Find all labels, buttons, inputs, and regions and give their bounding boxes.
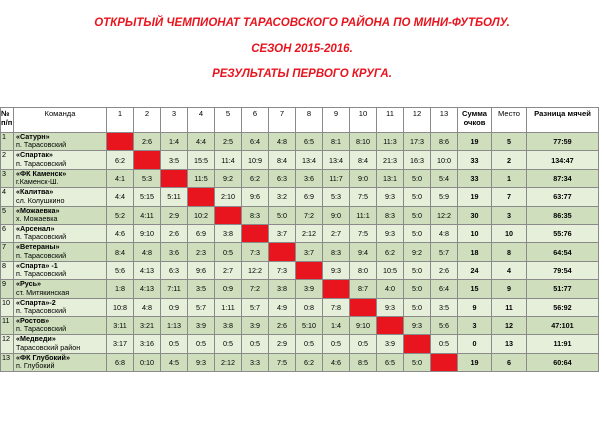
score-cell: 5:10 [296,316,323,334]
score-cell: 11:1 [350,206,377,224]
score-cell: 2:7 [215,261,242,279]
place-cell: 5 [492,133,527,151]
score-cell: 3:6 [161,243,188,261]
diagonal-cell [215,206,242,224]
team-name: «Русь» [16,279,42,289]
row-number: 13 [1,353,14,371]
header-col-7: 7 [269,108,296,133]
score-cell: 5:0 [404,353,431,371]
score-cell: 2:5 [215,133,242,151]
score-cell: 10:8 [107,298,134,316]
score-cell: 8:3 [323,243,350,261]
score-cell: 7:11 [161,280,188,298]
team-cell [14,353,107,371]
team-cell [14,133,107,151]
score-cell: 7:3 [269,261,296,279]
score-cell: 0:5 [188,335,215,353]
score-cell: 0:8 [296,298,323,316]
row-number: 12 [1,335,14,353]
score-cell: 6:5 [296,133,323,151]
score-cell: 11:4 [215,151,242,169]
score-cell: 10:0 [431,151,458,169]
score-cell: 1:8 [107,280,134,298]
score-cell: 3:5 [431,298,458,316]
score-cell: 9:4 [350,243,377,261]
diagonal-cell [188,188,215,206]
goal-diff-cell: 64:54 [527,243,599,261]
place-cell: 11 [492,298,527,316]
row-number: 2 [1,151,14,169]
score-cell: 7:2 [296,206,323,224]
score-cell: 2:7 [323,224,350,242]
row-number: 1 [1,133,14,151]
score-cell: 0:10 [134,353,161,371]
diagonal-cell [404,335,431,353]
score-cell: 17:3 [404,133,431,151]
score-cell: 9:3 [188,353,215,371]
points-cell: 24 [458,261,492,279]
score-cell: 5:7 [188,298,215,316]
score-cell: 8:4 [350,151,377,169]
team-city: п. Тарасовский [16,140,67,150]
table-row [1,206,599,224]
diagonal-cell [242,224,269,242]
header-diff: Разница мячей [527,108,599,133]
goal-diff-cell: 77:59 [527,133,599,151]
score-cell: 5:0 [404,298,431,316]
points-cell: 10 [458,224,492,242]
table-row [1,188,599,206]
team-cell [14,261,107,279]
score-cell: 2:10 [215,188,242,206]
title-season: СЕЗОН 2015-2016. [251,43,353,55]
score-cell: 0:5 [323,335,350,353]
header-row [1,108,599,133]
score-cell: 1:11 [215,298,242,316]
score-cell: 4:13 [134,280,161,298]
score-cell: 7:2 [242,280,269,298]
table-row [1,151,599,169]
score-cell: 4:4 [107,188,134,206]
row-number: 3 [1,169,14,187]
score-cell: 9:6 [188,261,215,279]
score-cell: 7:8 [323,298,350,316]
score-cell: 3:8 [269,280,296,298]
header-col-8: 8 [296,108,323,133]
header-col-4: 4 [188,108,215,133]
team-name: «ФК Глубокий» [16,353,70,362]
score-cell: 7:5 [269,353,296,371]
row-number: 7 [1,243,14,261]
score-cell: 6:8 [107,353,134,371]
score-cell: 2:6 [134,133,161,151]
score-cell: 15:5 [188,151,215,169]
header-col-9: 9 [323,108,350,133]
score-cell: 0:5 [215,243,242,261]
score-cell: 3:9 [377,335,404,353]
table-row [1,316,599,334]
score-cell: 4:4 [188,133,215,151]
score-cell: 9:10 [134,224,161,242]
place-cell: 2 [492,151,527,169]
team-city: сл. Колушкино [16,195,65,205]
score-cell: 11:7 [323,169,350,187]
score-cell: 2:12 [296,224,323,242]
score-cell: 11:5 [188,169,215,187]
header-place: Место [492,108,527,133]
score-cell: 6:9 [188,224,215,242]
row-number: 11 [1,316,14,334]
place-cell: 4 [492,261,527,279]
table-row [1,243,599,261]
score-cell: 8:6 [431,133,458,151]
score-cell: 13:1 [377,169,404,187]
header-num: № п/п [1,108,14,133]
score-cell: 9:10 [350,316,377,334]
score-cell: 0:9 [215,280,242,298]
team-cell [14,224,107,242]
team-name: «Арсенал» [16,224,55,233]
score-cell: 4:13 [134,261,161,279]
score-cell: 0:9 [161,298,188,316]
score-cell: 8:4 [107,243,134,261]
score-cell: 6:2 [377,243,404,261]
table-row [1,169,599,187]
score-cell: 10:2 [188,206,215,224]
score-cell: 2:9 [269,335,296,353]
goal-diff-cell: 56:92 [527,298,599,316]
score-cell: 3:7 [296,243,323,261]
table-row [1,133,599,151]
score-cell: 10:9 [242,151,269,169]
team-city: п. Тарасовский [16,269,67,279]
score-cell: 4:9 [269,298,296,316]
team-city: п. Тарасовский [16,158,67,168]
team-name: «Медведи» [16,334,56,344]
score-cell: 9:3 [377,224,404,242]
score-cell: 4:8 [134,243,161,261]
team-cell [14,335,107,353]
score-cell: 3:21 [134,316,161,334]
score-cell: 0:5 [161,335,188,353]
score-cell: 7:3 [242,243,269,261]
team-city: п. Тарасовский [16,324,67,334]
table-row [1,335,599,353]
score-cell: 8:5 [350,353,377,371]
score-cell: 3:16 [134,335,161,353]
team-cell [14,280,107,298]
table-row [1,261,599,279]
score-cell: 3:8 [215,316,242,334]
row-number: 6 [1,224,14,242]
score-cell: 21:3 [377,151,404,169]
place-cell: 13 [492,335,527,353]
score-cell: 9:3 [377,188,404,206]
score-cell: 4:6 [323,353,350,371]
score-cell: 3:9 [296,280,323,298]
goal-diff-cell: 79:54 [527,261,599,279]
team-name: «Сатурн» [16,132,50,141]
score-cell: 2:6 [269,316,296,334]
diagonal-cell [296,261,323,279]
score-cell: 5:3 [323,188,350,206]
table-row [1,280,599,298]
header-col-10: 10 [350,108,377,133]
score-cell: 12:2 [242,261,269,279]
score-cell: 4:11 [134,206,161,224]
score-cell: 6:2 [296,353,323,371]
diagonal-cell [377,316,404,334]
score-cell: 6:2 [107,151,134,169]
score-cell: 3:8 [215,224,242,242]
score-cell: 2:9 [161,206,188,224]
diagonal-cell [107,133,134,151]
team-cell [14,151,107,169]
header-team: Команда [14,108,107,133]
team-cell [14,298,107,316]
score-cell: 3:5 [188,280,215,298]
header-col-13: 13 [431,108,458,133]
title-championship: ОТКРЫТЫЙ ЧЕМПИОНАТ ТАРАСОВСКОГО РАЙОНА ПО МИНИ-ФУТБОЛУ. [94,17,510,29]
score-cell: 1:4 [323,316,350,334]
points-cell: 33 [458,151,492,169]
diagonal-cell [134,151,161,169]
team-name: «Калитва» [16,187,54,197]
table-row [1,353,599,371]
header-points: Сумма очков [458,108,492,133]
place-cell: 3 [492,206,527,224]
score-cell: 16:3 [404,151,431,169]
team-cell [14,169,107,187]
score-cell: 3:5 [161,151,188,169]
score-cell: 5:2 [107,206,134,224]
goal-diff-cell: 60:64 [527,353,599,371]
score-cell: 9:3 [323,261,350,279]
score-cell: 9:0 [323,206,350,224]
score-cell: 5:0 [404,261,431,279]
results-body [1,133,599,372]
score-cell: 2:6 [161,224,188,242]
score-cell: 8:3 [377,206,404,224]
goal-diff-cell: 87:34 [527,169,599,187]
place-cell: 7 [492,188,527,206]
score-cell: 3:9 [242,316,269,334]
score-cell: 3:17 [107,335,134,353]
score-cell: 3:9 [188,316,215,334]
score-cell: 0:5 [242,335,269,353]
goal-diff-cell: 55:76 [527,224,599,242]
points-cell: 18 [458,243,492,261]
score-cell: 5:4 [431,169,458,187]
score-cell: 3:3 [242,353,269,371]
goal-diff-cell: 63:77 [527,188,599,206]
team-cell [14,206,107,224]
team-cell [14,316,107,334]
score-cell: 3:11 [107,316,134,334]
score-cell: 7:5 [350,224,377,242]
place-cell: 9 [492,280,527,298]
team-city: г.Каменск-Ш. [16,177,59,187]
score-cell: 5:15 [134,188,161,206]
header-col-5: 5 [215,108,242,133]
diagonal-cell [350,298,377,316]
row-number: 10 [1,298,14,316]
score-cell: 2:12 [215,353,242,371]
goal-diff-cell: 86:35 [527,206,599,224]
place-cell: 12 [492,316,527,334]
score-cell: 2:6 [431,261,458,279]
points-cell: 33 [458,169,492,187]
score-cell: 0:5 [296,335,323,353]
points-cell: 19 [458,188,492,206]
place-cell: 6 [492,353,527,371]
score-cell: 9:0 [350,169,377,187]
score-cell: 6:3 [269,169,296,187]
score-cell: 5:11 [161,188,188,206]
score-cell: 0:5 [215,335,242,353]
goal-diff-cell: 47:101 [527,316,599,334]
score-cell: 5:0 [404,280,431,298]
points-cell: 9 [458,298,492,316]
score-cell: 4:8 [431,224,458,242]
score-cell: 0:5 [350,335,377,353]
score-cell: 5:3 [134,169,161,187]
team-city: х. Можаевка [16,213,58,223]
points-cell: 19 [458,353,492,371]
team-cell [14,188,107,206]
score-cell: 5:0 [404,206,431,224]
score-cell: 3:6 [296,169,323,187]
score-cell: 6:2 [242,169,269,187]
score-cell: 8:7 [350,280,377,298]
goal-diff-cell: 134:47 [527,151,599,169]
score-cell: 9:6 [242,188,269,206]
team-name: «Ростов» [16,316,50,325]
score-cell: 3:2 [269,188,296,206]
score-cell: 8:4 [269,151,296,169]
score-cell: 6:9 [296,188,323,206]
team-city: ст. Митякинская [16,287,70,297]
place-cell: 8 [492,243,527,261]
place-cell: 10 [492,224,527,242]
score-cell: 5:9 [431,188,458,206]
row-number: 5 [1,206,14,224]
team-city: п. Тарасовский [16,305,67,315]
results-table [0,107,599,372]
title-results: РЕЗУЛЬТАТЫ ПЕРВОГО КРУГА. [212,68,392,80]
score-cell: 8:1 [323,133,350,151]
diagonal-cell [323,280,350,298]
score-cell: 8:10 [350,133,377,151]
score-cell: 0:5 [431,335,458,353]
team-name: «Можаевка» [16,206,60,215]
diagonal-cell [269,243,296,261]
team-city: п. Тарасовский [16,250,67,260]
row-number: 4 [1,188,14,206]
score-cell: 1:13 [161,316,188,334]
score-cell: 5:7 [242,298,269,316]
score-cell: 9:2 [215,169,242,187]
place-cell: 1 [492,169,527,187]
score-cell: 9:2 [404,243,431,261]
score-cell: 4:8 [269,133,296,151]
team-name: «ФК Каменск» [16,169,67,178]
table-row [1,224,599,242]
team-city: п. Тарасовский [16,232,67,242]
score-cell: 4:5 [161,353,188,371]
score-cell: 5:0 [404,169,431,187]
score-cell: 8:3 [242,206,269,224]
table-row [1,298,599,316]
points-cell: 19 [458,133,492,151]
score-cell: 5:6 [107,261,134,279]
points-cell: 3 [458,316,492,334]
diagonal-cell [161,169,188,187]
row-number: 8 [1,261,14,279]
team-cell [14,243,107,261]
points-cell: 15 [458,280,492,298]
score-cell: 6:3 [161,261,188,279]
score-cell: 2:3 [188,243,215,261]
team-name: «Спарта»-2 [16,298,56,307]
score-cell: 10:5 [377,261,404,279]
row-number: 9 [1,280,14,298]
score-cell: 6:5 [377,353,404,371]
team-name: «Ветераны» [16,242,60,252]
score-cell: 13:4 [296,151,323,169]
score-cell: 6:4 [242,133,269,151]
header-col-11: 11 [377,108,404,133]
score-cell: 8:0 [350,261,377,279]
goal-diff-cell: 11:91 [527,335,599,353]
score-cell: 5:0 [404,224,431,242]
score-cell: 13:4 [323,151,350,169]
score-cell: 4:8 [134,298,161,316]
diagonal-cell [431,353,458,371]
score-cell: 6:4 [431,280,458,298]
score-cell: 4:6 [107,224,134,242]
score-cell: 4:0 [377,280,404,298]
score-cell: 5:0 [269,206,296,224]
score-cell: 9:3 [377,298,404,316]
score-cell: 3:7 [269,224,296,242]
points-cell: 30 [458,206,492,224]
score-cell: 5:7 [431,243,458,261]
header-col-6: 6 [242,108,269,133]
team-name: «Спарта» -1 [16,261,58,270]
team-city: п. Глубокий [16,361,55,371]
points-cell: 0 [458,335,492,353]
score-cell: 7:5 [350,188,377,206]
score-cell: 5:6 [431,316,458,334]
score-cell: 4:1 [107,169,134,187]
team-name: «Спартак» [16,150,53,160]
goal-diff-cell: 51:77 [527,280,599,298]
header-col-3: 3 [161,108,188,133]
score-cell: 5:0 [404,188,431,206]
score-cell: 1:4 [161,133,188,151]
score-cell: 11:3 [377,133,404,151]
score-cell: 12:2 [431,206,458,224]
score-cell: 9:3 [404,316,431,334]
team-city: Тарасовский район [16,342,81,352]
header-col-1: 1 [107,108,134,133]
header-col-2: 2 [134,108,161,133]
header-col-12: 12 [404,108,431,133]
